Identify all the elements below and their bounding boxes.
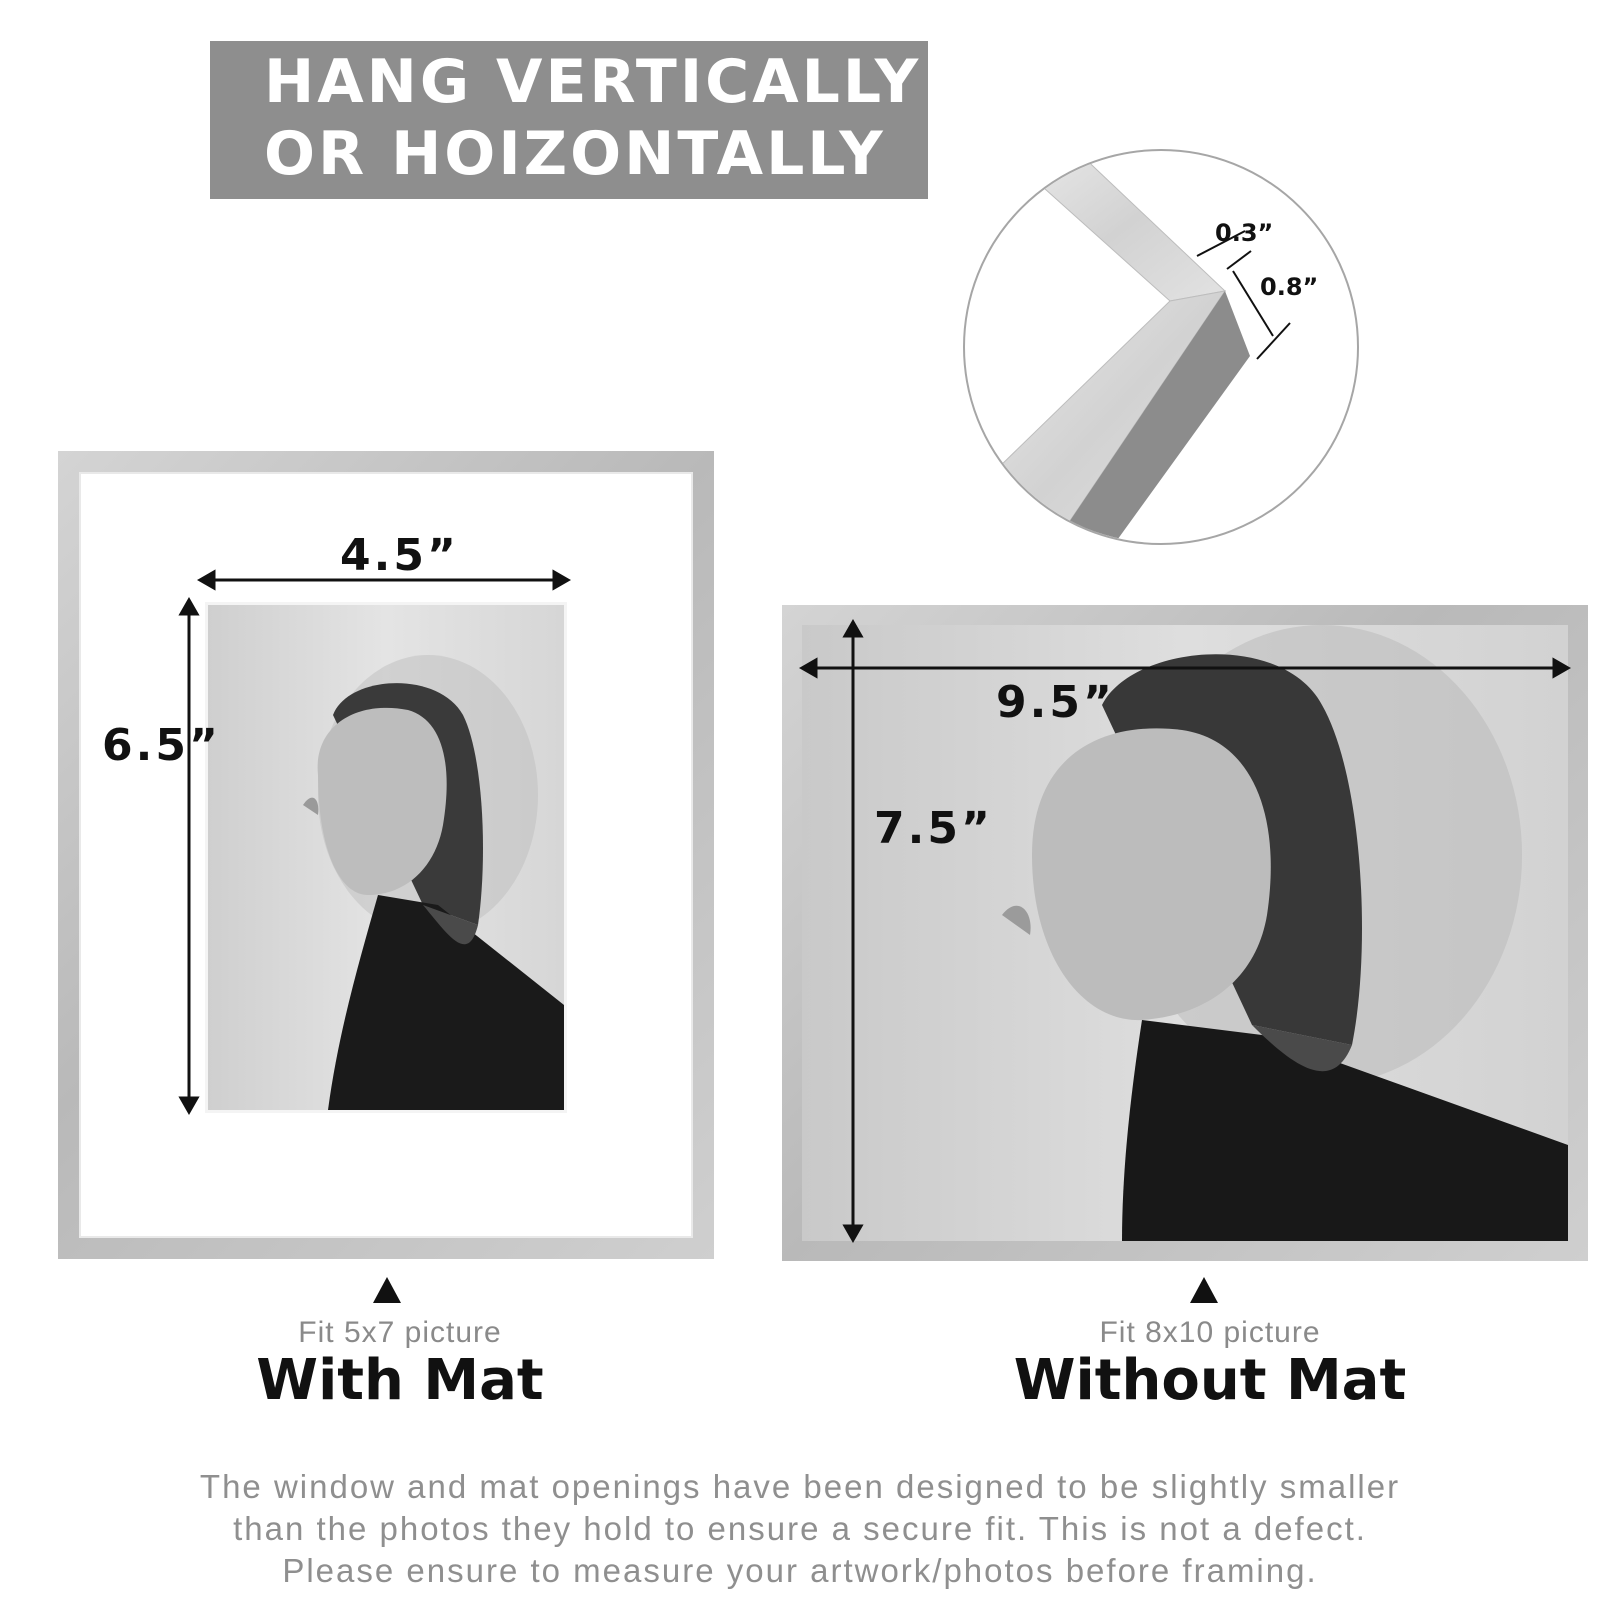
portrait-photo-small	[208, 605, 564, 1110]
face-width-label: 0.3”	[1215, 219, 1274, 247]
depth-label: 0.8”	[1260, 273, 1319, 301]
frame-without-mat	[782, 605, 1588, 1261]
fit-8x10-caption: Fit 8x10 picture	[1099, 1316, 1321, 1349]
note-line-2: than the photos they hold to ensure a secure fit. This is not a defect.	[233, 1510, 1367, 1547]
note-line-1: The window and mat openings have been designed to be slightly smaller	[199, 1468, 1401, 1505]
fit-5x7-caption: Fit 5x7 picture	[298, 1316, 502, 1349]
headline-line-2: OR HOIZONTALLY	[264, 119, 886, 189]
with-mat-title: With Mat	[256, 1348, 544, 1413]
photo-height-label: 6.5”	[102, 720, 221, 771]
portrait-photo-large	[802, 625, 1568, 1241]
frame-width-label: 9.5”	[996, 677, 1115, 728]
photo-width-label: 4.5”	[340, 530, 459, 581]
headline-line-1: HANG VERTICALLY	[264, 47, 922, 117]
frame-height-label: 7.5”	[874, 803, 993, 854]
frame-corner-detail	[963, 149, 1359, 545]
disclaimer-note	[60, 1466, 1540, 1592]
caret-up-icon	[1190, 1277, 1218, 1303]
frame-corner-illustration	[965, 151, 1357, 543]
headline-banner	[210, 41, 928, 199]
without-mat-title: Without Mat	[1013, 1348, 1407, 1413]
note-line-3: Please ensure to measure your artwork/photos before framing.	[282, 1552, 1318, 1589]
caret-up-icon	[373, 1277, 401, 1303]
